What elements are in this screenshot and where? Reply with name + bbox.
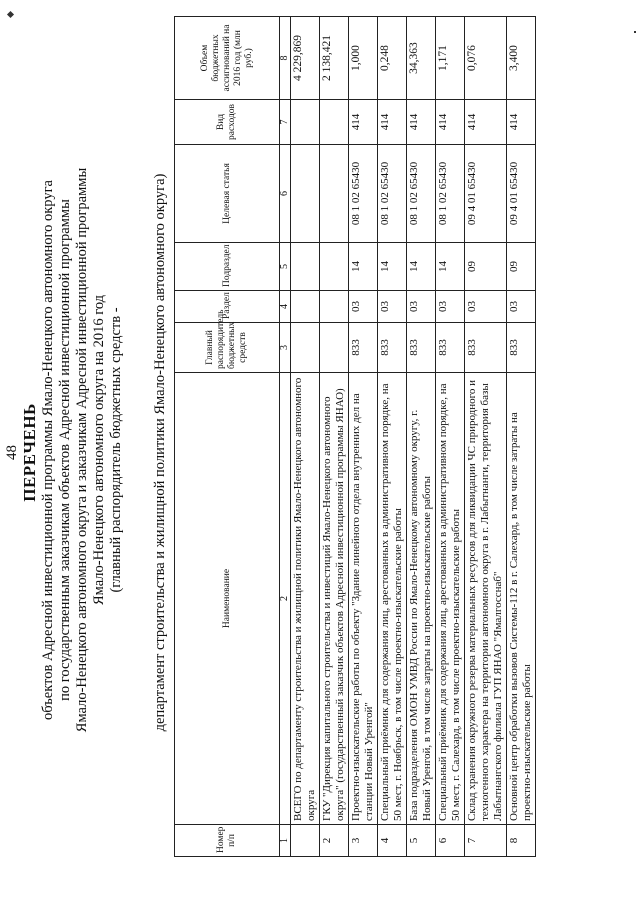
section-code: 03 xyxy=(465,291,507,323)
column-number: 1 xyxy=(280,825,291,857)
target-article: 08 1 02 65430 xyxy=(349,145,378,243)
row-number: 7 xyxy=(465,825,507,857)
object-name: ГКУ "Дирекция капитального строительства и инвестиций Ямало-Ненецкого автономного округа" (государственный заказчик объектов Адресной инвестиционной программы ЯНАО) xyxy=(320,373,349,825)
target-article: 08 1 02 65430 xyxy=(436,145,465,243)
allocation-amount: 2 138,421 xyxy=(320,17,349,100)
column-number: 2 xyxy=(280,373,291,825)
grbs-code xyxy=(291,323,320,373)
section-code: 03 xyxy=(407,291,436,323)
section-code xyxy=(291,291,320,323)
grbs-code: 833 xyxy=(378,323,407,373)
allocation-amount: 1,171 xyxy=(436,17,465,100)
target-article: 09 4 01 65430 xyxy=(507,145,536,243)
table-body xyxy=(291,17,536,857)
allocation-amount: 3,400 xyxy=(507,17,536,100)
header-section: Раздел xyxy=(175,291,280,323)
department-line: департамент строительства и жилищной политики Ямало-Ненецкого автономного округа) xyxy=(152,173,168,732)
subsection-code: 14 xyxy=(378,243,407,291)
allocation-amount: 4 229,869 xyxy=(291,17,320,100)
expense-type: 414 xyxy=(349,100,378,145)
object-name: Проектно-изыскательские работы по объекту "Здание линейного отдела внутренних дел на станции Новый Уренгой" xyxy=(349,373,378,825)
grbs-code xyxy=(320,323,349,373)
subtitle-line: Ямало-Ненецкого автономного округа на 2016 год xyxy=(91,294,107,606)
subsection-code xyxy=(291,243,320,291)
column-number: 8 xyxy=(280,17,291,100)
allocation-amount: 0,076 xyxy=(465,17,507,100)
subsection-code: 14 xyxy=(436,243,465,291)
column-number: 5 xyxy=(280,243,291,291)
expense-type: 414 xyxy=(407,100,436,145)
column-number: 6 xyxy=(280,145,291,243)
expense-type: 414 xyxy=(465,100,507,145)
grbs-code: 833 xyxy=(465,323,507,373)
subtitle-line: (главный распорядитель бюджетных средств - xyxy=(108,307,124,593)
section-code xyxy=(320,291,349,323)
subsection-code: 14 xyxy=(349,243,378,291)
object-name: Специальный приёмник для содержания лиц, арестованных в административном порядке, на 50 мест, г. Салехард, в том числе проектно-изыскательские работы xyxy=(436,373,465,825)
grbs-code: 833 xyxy=(407,323,436,373)
section-code: 03 xyxy=(349,291,378,323)
expense-type xyxy=(291,100,320,145)
allocation-amount: 0,248 xyxy=(378,17,407,100)
target-article xyxy=(291,145,320,243)
page-number: 48 xyxy=(4,445,20,460)
object-name: Специальный приёмник для содержания лиц, арестованных в административном порядке, на 50 мест, г. Ноябрьск, в том числе проектно-изыскательские работы xyxy=(378,373,407,825)
table-row xyxy=(320,17,349,857)
header-grbs: Главный распорядитель бюджетных средств xyxy=(175,323,280,373)
subsection-code: 14 xyxy=(407,243,436,291)
row-number xyxy=(291,825,320,857)
section-code: 03 xyxy=(378,291,407,323)
table-row xyxy=(378,17,407,857)
target-article xyxy=(320,145,349,243)
subsection-code xyxy=(320,243,349,291)
column-numbers-row xyxy=(280,17,291,857)
expense-type: 414 xyxy=(378,100,407,145)
row-number: 3 xyxy=(349,825,378,857)
table-row xyxy=(349,17,378,857)
grbs-code: 833 xyxy=(436,323,465,373)
expense-type: 414 xyxy=(436,100,465,145)
program-objects-table xyxy=(174,16,536,857)
section-code: 03 xyxy=(436,291,465,323)
subtitle-line: по государственным заказчикам объектов Адресной инвестиционной программы xyxy=(57,199,73,701)
header-name: Наименование xyxy=(175,373,280,825)
header-target-article: Целевая статья xyxy=(175,145,280,243)
row-number: 4 xyxy=(378,825,407,857)
table-row xyxy=(291,17,320,857)
target-article: 08 1 02 65430 xyxy=(407,145,436,243)
row-number: 6 xyxy=(436,825,465,857)
header-number: Номер п/п xyxy=(175,825,280,857)
document-subtitle xyxy=(40,105,125,795)
header-expense-type: Вид расходов xyxy=(175,100,280,145)
column-number: 4 xyxy=(280,291,291,323)
grbs-code: 833 xyxy=(507,323,536,373)
object-name: Склад хранения окружного резерва материальных ресурсов для ликвидации ЧС природного и техногенного характера на территории автономного округа в г. Лабытнанги, территория базы Лабытнангского филиала ГУП ЯНАО "Ямалгосснаб" xyxy=(465,373,507,825)
header-amount: Объем бюджетных ассигнований на 2016 год (млн руб.) xyxy=(175,17,280,100)
table-row xyxy=(407,17,436,857)
subsection-code: 09 xyxy=(507,243,536,291)
column-number: 3 xyxy=(280,323,291,373)
object-name: База подразделения ОМОН УМВД России по Ямало-Ненецкому автономному округу, г. Новый Уренгой, в том числе затраты на проектно-изыскательские работы xyxy=(407,373,436,825)
target-article: 09 4 01 65430 xyxy=(465,145,507,243)
scan-speck xyxy=(634,31,636,33)
subtitle-line: Ямало-Ненецкого автономного округа и заказчикам Адресной инвестиционной программы xyxy=(74,167,90,733)
header-subsection: Подраздел xyxy=(175,243,280,291)
row-number: 2 xyxy=(320,825,349,857)
column-number: 7 xyxy=(280,100,291,145)
expense-type xyxy=(320,100,349,145)
subtitle-line: объектов Адресной инвестиционной программы Ямало-Ненецкого автономного округа xyxy=(40,180,56,720)
subsection-code: 09 xyxy=(465,243,507,291)
object-name: Основной центр обработки вызовов Системы-112 в г. Салехард, в том числе затраты на проектно-изыскательские работы xyxy=(507,373,536,825)
table-row xyxy=(507,17,536,857)
target-article: 08 1 02 65430 xyxy=(378,145,407,243)
row-number: 8 xyxy=(507,825,536,857)
expense-type: 414 xyxy=(507,100,536,145)
section-code: 03 xyxy=(507,291,536,323)
grbs-code: 833 xyxy=(349,323,378,373)
table-row xyxy=(465,17,507,857)
allocation-amount: 34,363 xyxy=(407,17,436,100)
table-row xyxy=(436,17,465,857)
row-number: 5 xyxy=(407,825,436,857)
object-name: ВСЕГО по департаменту строительства и жилищной политики Ямало-Ненецкого автономного округа xyxy=(291,373,320,825)
table-header-row xyxy=(175,17,280,857)
document-title: ПЕРЕЧЕНЬ xyxy=(20,403,39,502)
allocation-amount: 1,000 xyxy=(349,17,378,100)
